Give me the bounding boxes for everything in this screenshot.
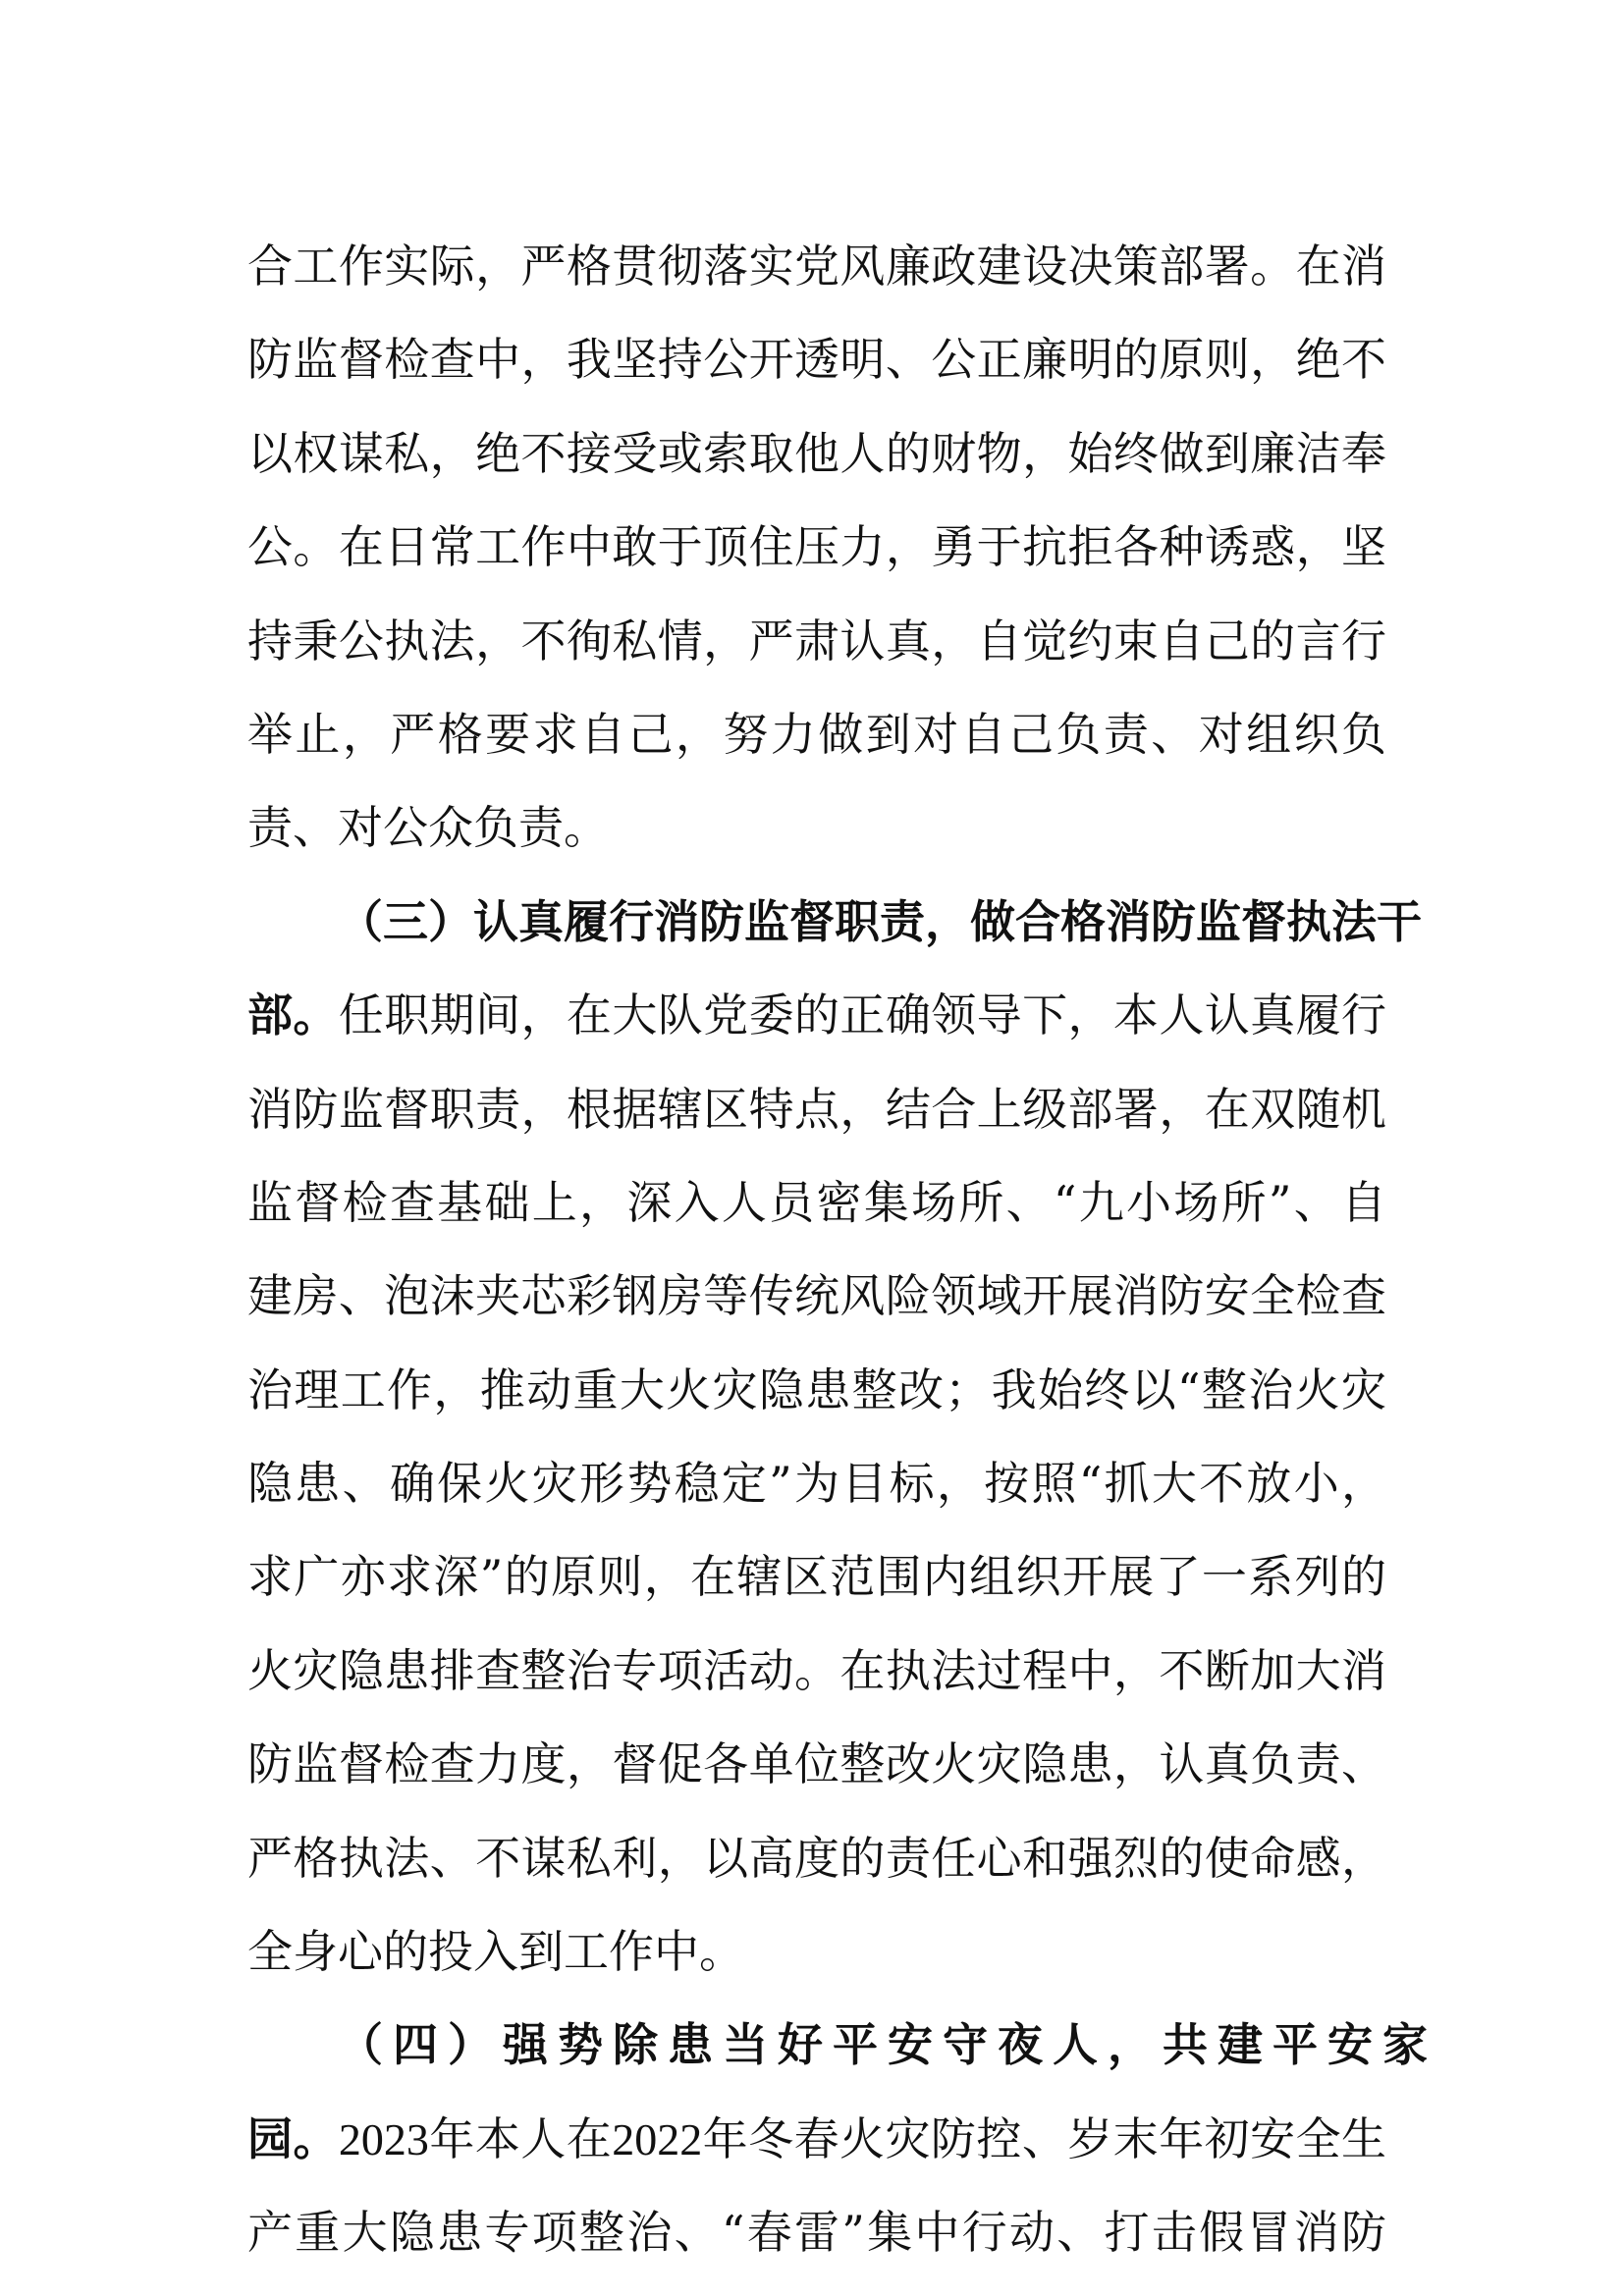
body-line (247, 595, 1386, 688)
body-line (247, 1625, 1386, 1718)
body-line (247, 2186, 1386, 2279)
line-text: 年冬春火灾防控、岁末年初安全生 (702, 2111, 1387, 2165)
line-text: 监督检查基础上，深入人员密集场所、“九小场所”、自 (247, 1175, 1386, 1229)
line-text: 年本人在 (428, 2111, 613, 2165)
document-body (247, 220, 1437, 2280)
line-text: 任职期间，在大队党委的正确领导下，本人认真履行 (338, 988, 1387, 1042)
line-text: 火灾隐患排查整治专项活动。在执法过程中，不断加大消 (247, 1643, 1386, 1697)
body-line (247, 1905, 1386, 1999)
body-line (247, 1812, 1386, 1905)
section-heading-text: （四）强势除患当好平安守夜人，共建平安家 (338, 2018, 1437, 2072)
line-text: 产重大隐患专项整治、“春雷”集中行动、打击假冒消防 (247, 2206, 1386, 2260)
line-text: 以权谋私，绝不接受或索取他人的财物，始终做到廉洁奉 (247, 426, 1386, 480)
line-text: 举止，严格要求自己，努力做到对自己负责、对组织负 (247, 707, 1386, 761)
section-heading-end: 部。 (247, 988, 339, 1042)
line-text: 防监督检查中，我坚持公开透明、公正廉明的原则，绝不 (247, 333, 1386, 387)
body-line (247, 781, 1386, 875)
body-line (247, 688, 1386, 781)
line-text: 公。在日常工作中敢于顶住压力，勇于抗拒各种诱惑，坚 (247, 520, 1386, 574)
body-line (247, 1437, 1386, 1530)
body-line (247, 969, 1386, 1062)
year-number: 2023 (338, 2113, 429, 2164)
line-text: 全身心的投入到工作中。 (247, 1925, 744, 1979)
body-line (247, 1063, 1386, 1156)
line-text: 合工作实际，严格贯彻落实党风廉政建设决策部署。在消 (247, 240, 1386, 293)
body-line (247, 501, 1386, 594)
body-line (247, 1250, 1386, 1343)
year-number: 2022 (612, 2113, 703, 2164)
body-line (247, 2093, 1386, 2186)
body-line (247, 1530, 1386, 1624)
line-text: 建房、泡沫夹芯彩钢房等传统风险领域开展消防安全检查 (247, 1269, 1386, 1323)
line-text: 持秉公执法，不徇私情，严肃认真，自觉约束自己的言行 (247, 614, 1386, 667)
section-heading-3 (247, 876, 1422, 969)
body-line (247, 220, 1386, 313)
body-line (247, 313, 1386, 406)
body-line (247, 407, 1386, 501)
line-text: 消防监督职责，根据辖区特点，结合上级部署，在双随机 (247, 1082, 1386, 1136)
section-heading-text: （三）认真履行消防监督职责，做合格消防监督执法干 (338, 894, 1422, 948)
line-text: 防监督检查力度，督促各单位整改火灾隐患，认真负责、 (247, 1737, 1386, 1791)
line-text: 责、对公众负责。 (247, 801, 609, 855)
line-text: 求广亦求深”的原则，在辖区范围内组织开展了一系列的 (247, 1550, 1386, 1604)
line-text: 严格执法、不谋私利，以高度的责任心和强烈的使命感， (247, 1831, 1386, 1885)
body-line (247, 1156, 1386, 1250)
section-heading-end: 园。 (247, 2111, 339, 2165)
section-heading-4 (247, 1999, 1437, 2092)
line-text: 隐患、确保火灾形势稳定”为目标，按照“抓大不放小， (247, 1457, 1386, 1511)
body-line (247, 1344, 1386, 1437)
body-line (247, 1718, 1386, 1811)
line-text: 治理工作，推动重大火灾隐患整改；我始终以“整治火灾 (247, 1362, 1386, 1416)
